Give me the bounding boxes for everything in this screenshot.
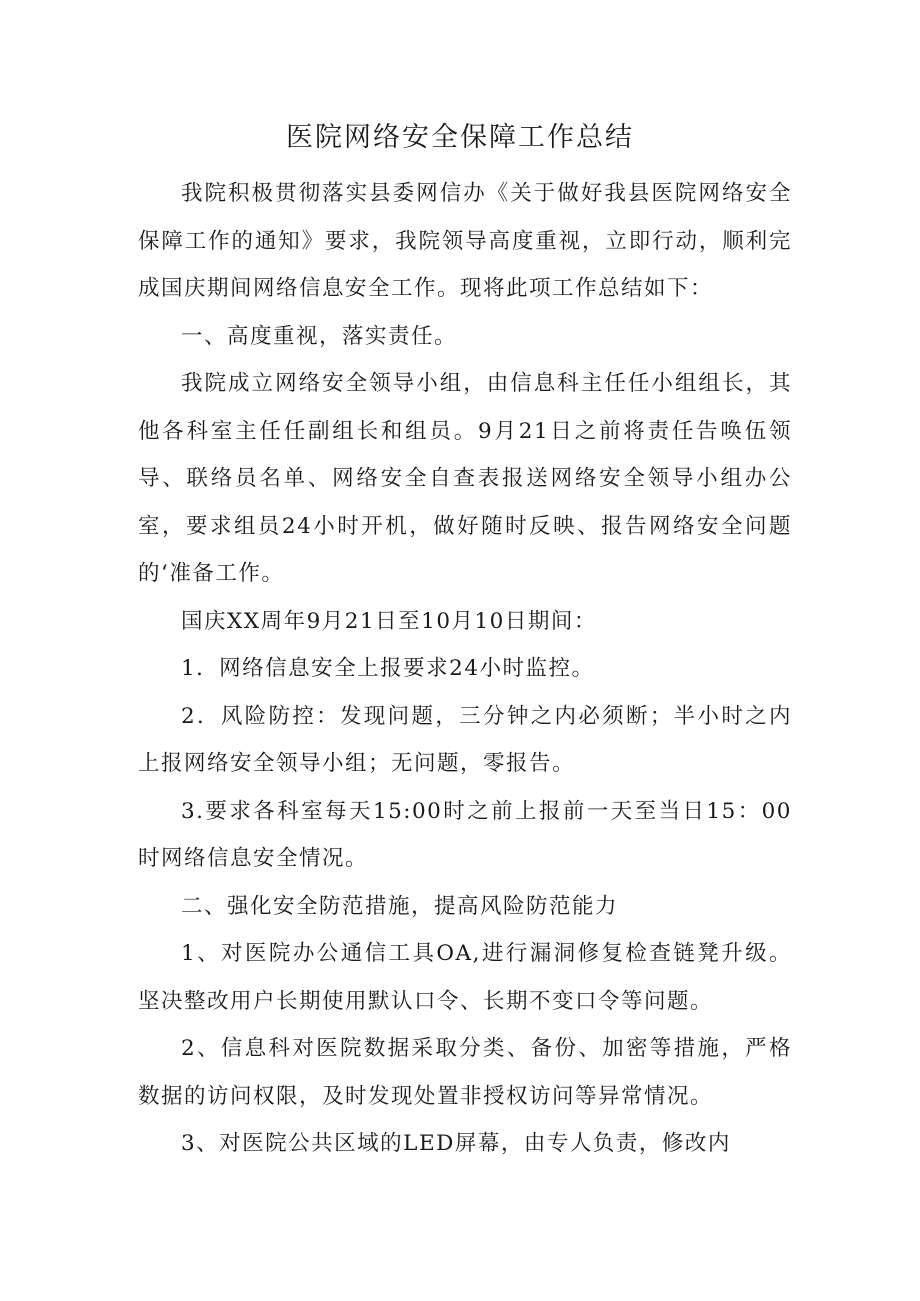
measure-item-2: 2、信息科对医院数据采取分类、备份、加密等措施，严格数据的访问权限，及时发现处置非授权访问等异常情况。 <box>138 1036 792 1109</box>
paragraph-period: 国庆XX周年9月21日至10月10日期间： <box>181 608 597 634</box>
section-heading-2: 二、强化安全防范措施，提高风险防范能力 <box>181 893 619 919</box>
measure-item-3: 3、对医院公共区域的LED屏幕，由专人负责，修改内 <box>181 1131 731 1156</box>
section-heading-1: 一、高度重视，落实责任。 <box>181 323 458 349</box>
paragraph-intro: 我院积极贯彻落实县委网信办《关于做好我县医院网络安全保障工作的通知》要求，我院领导高度重视，立即行动，顺利完成国庆期间网络信息安全工作。现将此项工作总结如下： <box>138 181 792 301</box>
list-item-1: 1．网络信息安全上报要求24小时监控。 <box>181 656 595 681</box>
list-item-3: 3.要求各科室每天15:00时之前上报前一天至当日15：00时网络信息安全情况。 <box>138 798 792 871</box>
document-body <box>138 170 792 1168</box>
document-title: 医院网络安全保障工作总结 <box>286 122 634 153</box>
paragraph-team: 我院成立网络安全领导小组，由信息科主任任小组组长，其他各科室主任任副组长和组员。9月21日之前将责任告唤伍领导、联络员名单、网络安全自查表报送网络安全领导小组办公室，要求组员24小时开机，做好随时反映、报告网络安全问题的‘准备工作。 <box>138 371 792 586</box>
measure-item-1: 1、对医院办公通信工具OA,进行漏洞修复检查链凳升级。坚决整改用户长期使用默认口令、长期不变口令等问题。 <box>138 941 792 1014</box>
list-item-2: 2．风险防控：发现问题，三分钟之内必须断；半小时之内上报网络安全领导小组；无问题，零报告。 <box>138 703 792 776</box>
